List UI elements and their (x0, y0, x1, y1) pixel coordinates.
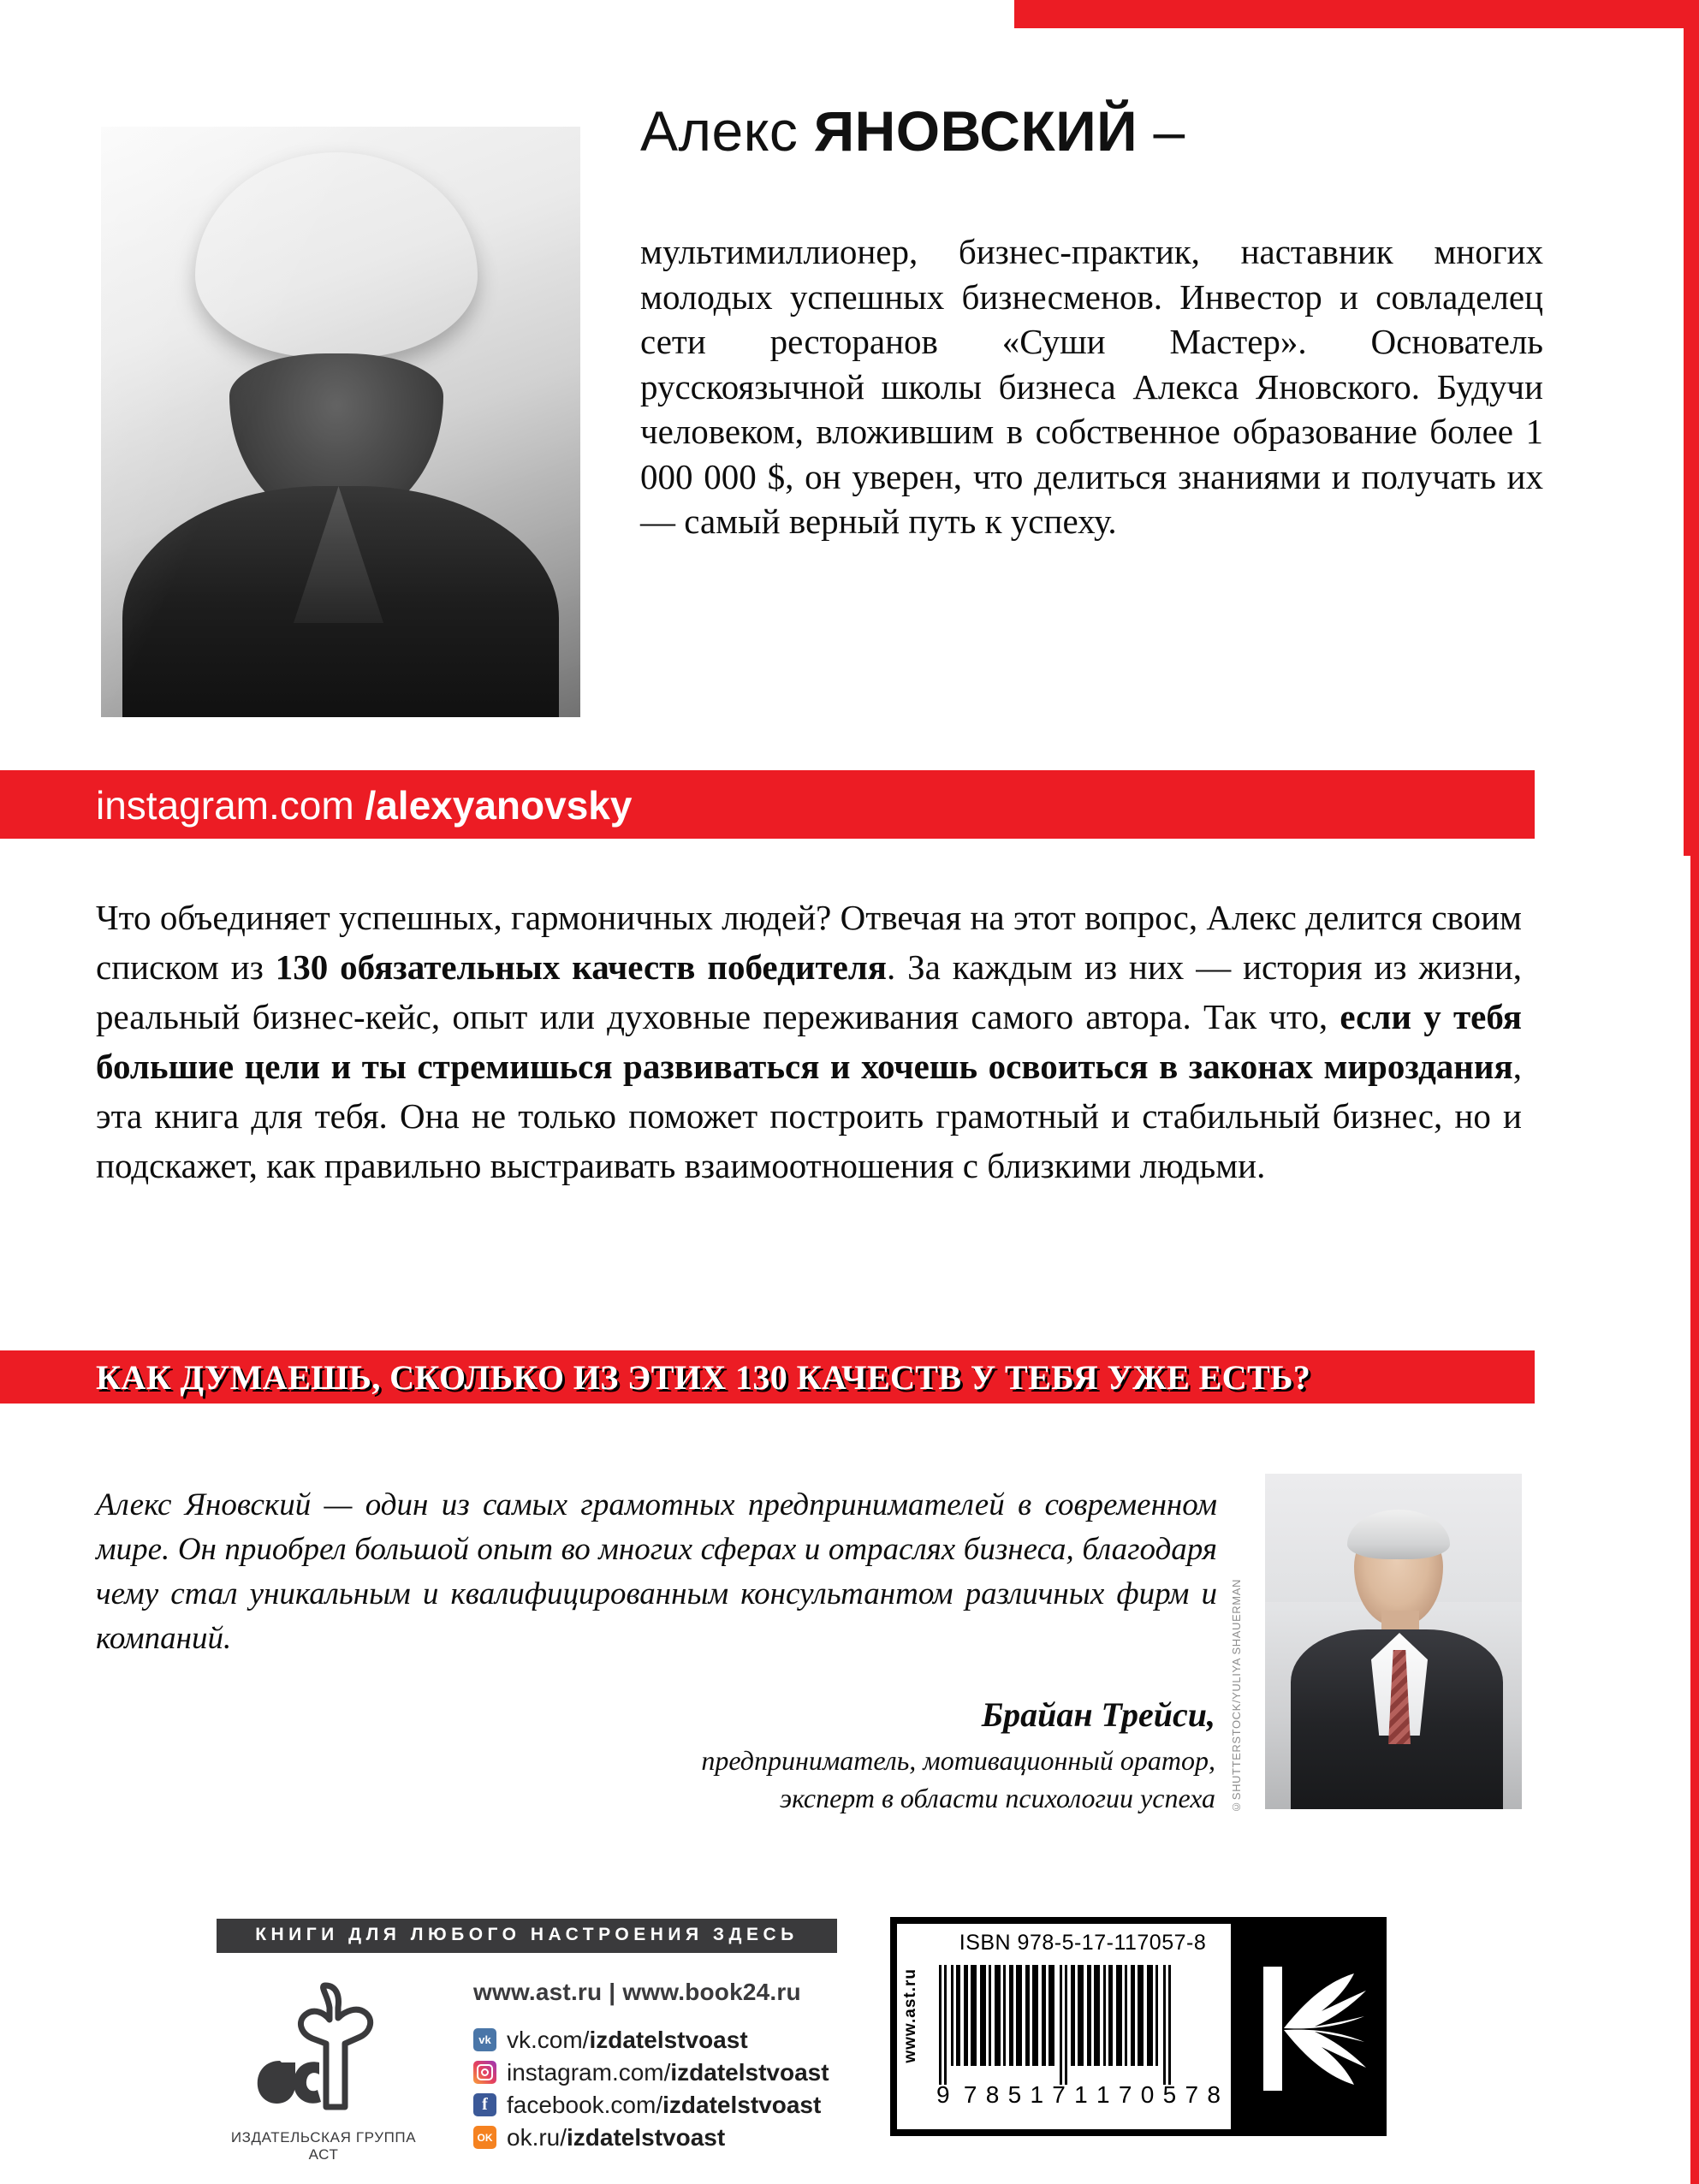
author-first-name: Алекс (640, 99, 799, 163)
list-item[interactable] (473, 2024, 829, 2056)
barcode-digit: 7 (963, 2081, 977, 2108)
facebook-icon: f (473, 2093, 496, 2116)
social-link-instagram[interactable] (507, 2059, 829, 2086)
barcode-digit: 5 (1162, 2081, 1177, 2108)
photo-credit: ©SHUTTERSTOCK/YULIYA SHAUERMAN (1230, 1579, 1243, 1813)
barcode-vertical-url: www.ast.ru (901, 1968, 919, 2063)
barcode-bars (939, 1965, 1217, 2085)
headline-dash: – (1153, 99, 1185, 163)
book-description (96, 893, 1522, 1190)
publisher-tagline: КНИГИ ДЛЯ ЛЮБОГО НАСТРОЕНИЯ ЗДЕСЬ (255, 1925, 799, 1944)
description-bold-1: 130 обязательных качеств победителя (275, 947, 887, 987)
testimonial-quote-text: Алекс Яновский — один из самых грамотных предпринимателей в современном мире. Он приобрел большой опыт во многих сферах и отраслях бизнеса, благодаря чему стал уникальным и квалифицированным консультантом различных фирм и компаний. (96, 1487, 1217, 1656)
description-part-1: Что объединяет успешных, гармоничных людей? Отвечая на этот вопрос, Алекс делится своим списком из (96, 898, 1522, 987)
photo-sheen (101, 127, 580, 717)
top-red-strip (1014, 0, 1699, 28)
social-link-ok[interactable] (507, 2124, 725, 2151)
author-bio-text: мультимиллионер, бизнес-практик, наставник многих молодых успешных бизнесменов. Инвестор и совладелец сети ресторанов «Суши Мастер». Основатель русскоязычной школы бизнеса Алекса Яновского. Будучи человеком, вложившим в собственное образование более 1 000 000 $, он уверен, что делиться знаниями и получать их — самый верный путь к успеху. (640, 232, 1543, 541)
ok-icon: OK (473, 2126, 496, 2149)
description-part-2: . За каждым из них — история из жизни, реальный бизнес-кейс, опыт или духовные переживания самого автора. Так что, (96, 947, 1522, 1036)
barcode-digit: 1 (1074, 2081, 1088, 2108)
ast-logo (244, 1979, 402, 2124)
instagram-link[interactable] (96, 785, 632, 826)
author-photo (101, 127, 580, 717)
testimonial-author-photo (1265, 1474, 1522, 1809)
facebook-prefix: facebook.com/ (507, 2091, 663, 2118)
social-link-vk[interactable] (507, 2027, 748, 2054)
right-red-strip-upper (1684, 0, 1699, 856)
barcode-digit: 8 (1207, 2081, 1221, 2108)
testimonial-role-line-1: предприниматель, мотивационный оратор, (701, 1745, 1215, 1776)
barcode-digit: 1 (1030, 2081, 1044, 2108)
barcode-digit: 7 (1052, 2081, 1066, 2108)
author-bio (640, 229, 1543, 544)
barcode-digits (933, 2081, 1224, 2109)
ok-prefix: ok.ru/ (507, 2123, 567, 2151)
instagram-domain: instagram.com (96, 783, 365, 828)
isbn-label: ISBN 978-5-17-117057-8 (959, 1931, 1207, 1955)
author-name-heading (640, 99, 1548, 163)
list-item[interactable] (473, 2056, 829, 2088)
social-link-facebook[interactable] (507, 2092, 821, 2119)
list-item[interactable] (473, 2089, 829, 2121)
publisher-social-list (473, 2024, 829, 2154)
facebook-handle: izdatelstvoast (662, 2091, 822, 2118)
barcode-digit: 0 (1140, 2081, 1155, 2108)
vk-prefix: vk.com/ (507, 2026, 590, 2053)
barcode-digit: 1 (1096, 2081, 1110, 2108)
barcode-digit: 9 (936, 2081, 950, 2108)
instagram-handle-footer: izdatelstvoast (670, 2058, 829, 2086)
ok-handle: izdatelstvoast (567, 2123, 726, 2151)
vk-handle: izdatelstvoast (589, 2026, 748, 2053)
ast-logo-caption: ИЗДАТЕЛЬСКАЯ ГРУППА АСТ (230, 2129, 417, 2163)
testimonial-author-role (445, 1742, 1215, 1817)
testimonial-quote (96, 1483, 1217, 1661)
description-part-3: , эта книга для тебя. Она не только поможет построить грамотный и стабильный бизнес, но и подскажет, как правильно выстраивать взаимоотношения с близкими людьми. (96, 1047, 1522, 1185)
question-banner-text: КАК ДУМАЕШЬ, СКОЛЬКО ИЗ ЭТИХ 130 КАЧЕСТВ У ТЕБЯ УЖЕ ЕСТЬ? (96, 1358, 1311, 1397)
right-red-strip-lower (1690, 856, 1699, 2184)
ast-k-logo (1258, 1958, 1369, 2099)
barcode-digit: 8 (985, 2081, 1000, 2108)
testimonial-author: Брайан Трейси, (981, 1695, 1215, 1734)
instagram-prefix: instagram.com/ (507, 2058, 671, 2086)
barcode-digit: 7 (1118, 2081, 1132, 2108)
author-last-name: ЯНОВСКИЙ (813, 99, 1138, 163)
publisher-websites[interactable]: www.ast.ru | www.book24.ru (473, 1979, 801, 2005)
barcode-digit: 7 (1185, 2081, 1199, 2108)
instagram-handle: /alexyanovsky (365, 783, 633, 828)
barcode-digit: 5 (1007, 2081, 1022, 2108)
instagram-icon (473, 2061, 496, 2084)
testimonial-role-line-2: эксперт в области психологии успеха (780, 1783, 1215, 1813)
description-bold-2: если у тебя большие цели и ты стремишься развиваться и хочешь освоиться в законах мироздания (96, 997, 1522, 1086)
vk-icon: vk (473, 2028, 496, 2051)
list-item[interactable] (473, 2122, 829, 2153)
